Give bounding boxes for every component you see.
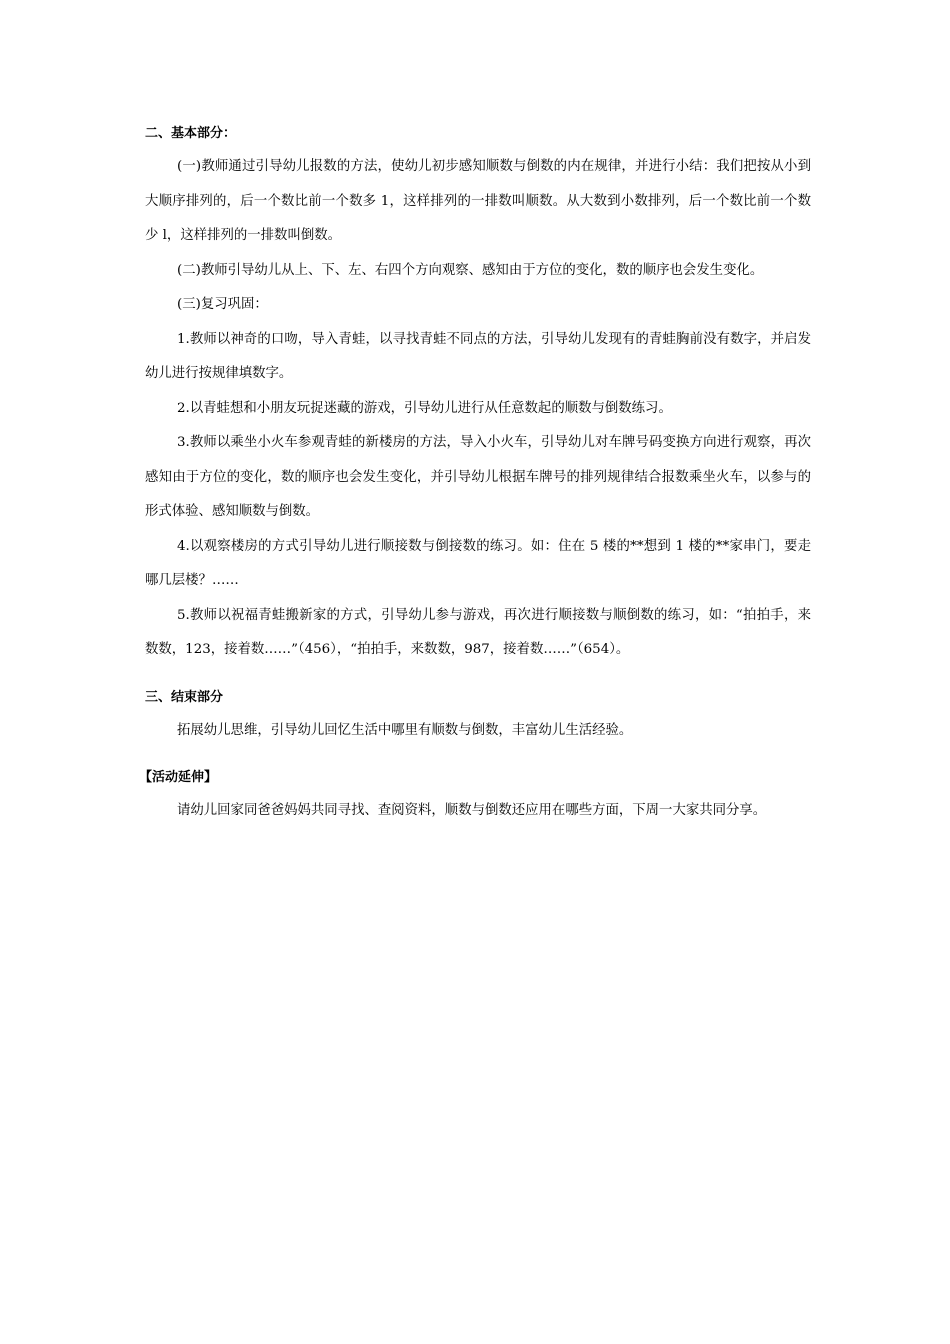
paragraph-ending: 拓展幼儿思维，引导幼儿回忆生活中哪里有顺数与倒数，丰富幼儿生活经验。 [177, 722, 633, 738]
paragraph-step-4: 4.以观察楼房的方式引导幼儿进行顺接数与倒接数的练习。如：住在 5 楼的**想到 1 楼的**家串门，要走哪几层楼？…… [145, 538, 811, 588]
paragraph-summary: (一)教师通过引导幼儿报数的方法，使幼儿初步感知顺数与倒数的内在规律，并进行小结：我们把按从小到大顺序排列的，后一个数比前一个数多 1，这样排列的一排数叫顺数。从大数到小数排列，后一个数比前一个数少 l，这样排列的一排数叫倒数。 [145, 159, 811, 243]
paragraph-direction-observation: (二)教师引导幼儿从上、下、左、右四个方向观察、感知由于方位的变化，数的顺序也会发生变化。 [177, 262, 764, 278]
paragraph-extension: 请幼儿回家同爸爸妈妈共同寻找、查阅资料，顺数与倒数还应用在哪些方面，下周一大家共同分享。 [177, 803, 767, 818]
spacer [145, 668, 811, 688]
spacer [145, 748, 811, 768]
paragraph-step-3: 3.教师以乘坐小火车参观青蛙的新楼房的方法，导入小火车，引导幼儿对车牌号码变换方向进行观察，再次感知由于方位的变化，数的顺序也会发生变化，并引导幼儿根据车牌号的排列规律结合报数乘坐火车，以参与的形式体验、感知顺数与倒数。 [145, 435, 811, 519]
paragraph-step-2: 2.以青蛙想和小朋友玩捉迷藏的游戏，引导幼儿进行从任意数起的顺数与倒数练习。 [177, 400, 672, 416]
paragraph-review-title: (三)复习巩固： [177, 297, 268, 312]
section-heading-activity-extension: 【活动延伸】 [139, 770, 218, 785]
paragraph-step-5: 5.教师以祝福青蛙搬新家的方式，引导幼儿参与游戏，再次进行顺接数与顺倒数的练习，如：“拍拍手，来数数，123，接着数……”（456），“拍拍手，来数数，987，接着数……”（654）。 [145, 607, 811, 657]
paragraph-step-1: 1.教师以神奇的口吻，导入青蛙，以寻找青蛙不同点的方法，引导幼儿发现有的青蛙胸前没有数字，并启发幼儿进行按规律填数字。 [145, 331, 811, 381]
document-page [139, 124, 811, 829]
section-heading-ending-part: 三、结束部分 [145, 689, 224, 705]
section-heading-basic-part: 二、基本部分： [145, 126, 237, 141]
